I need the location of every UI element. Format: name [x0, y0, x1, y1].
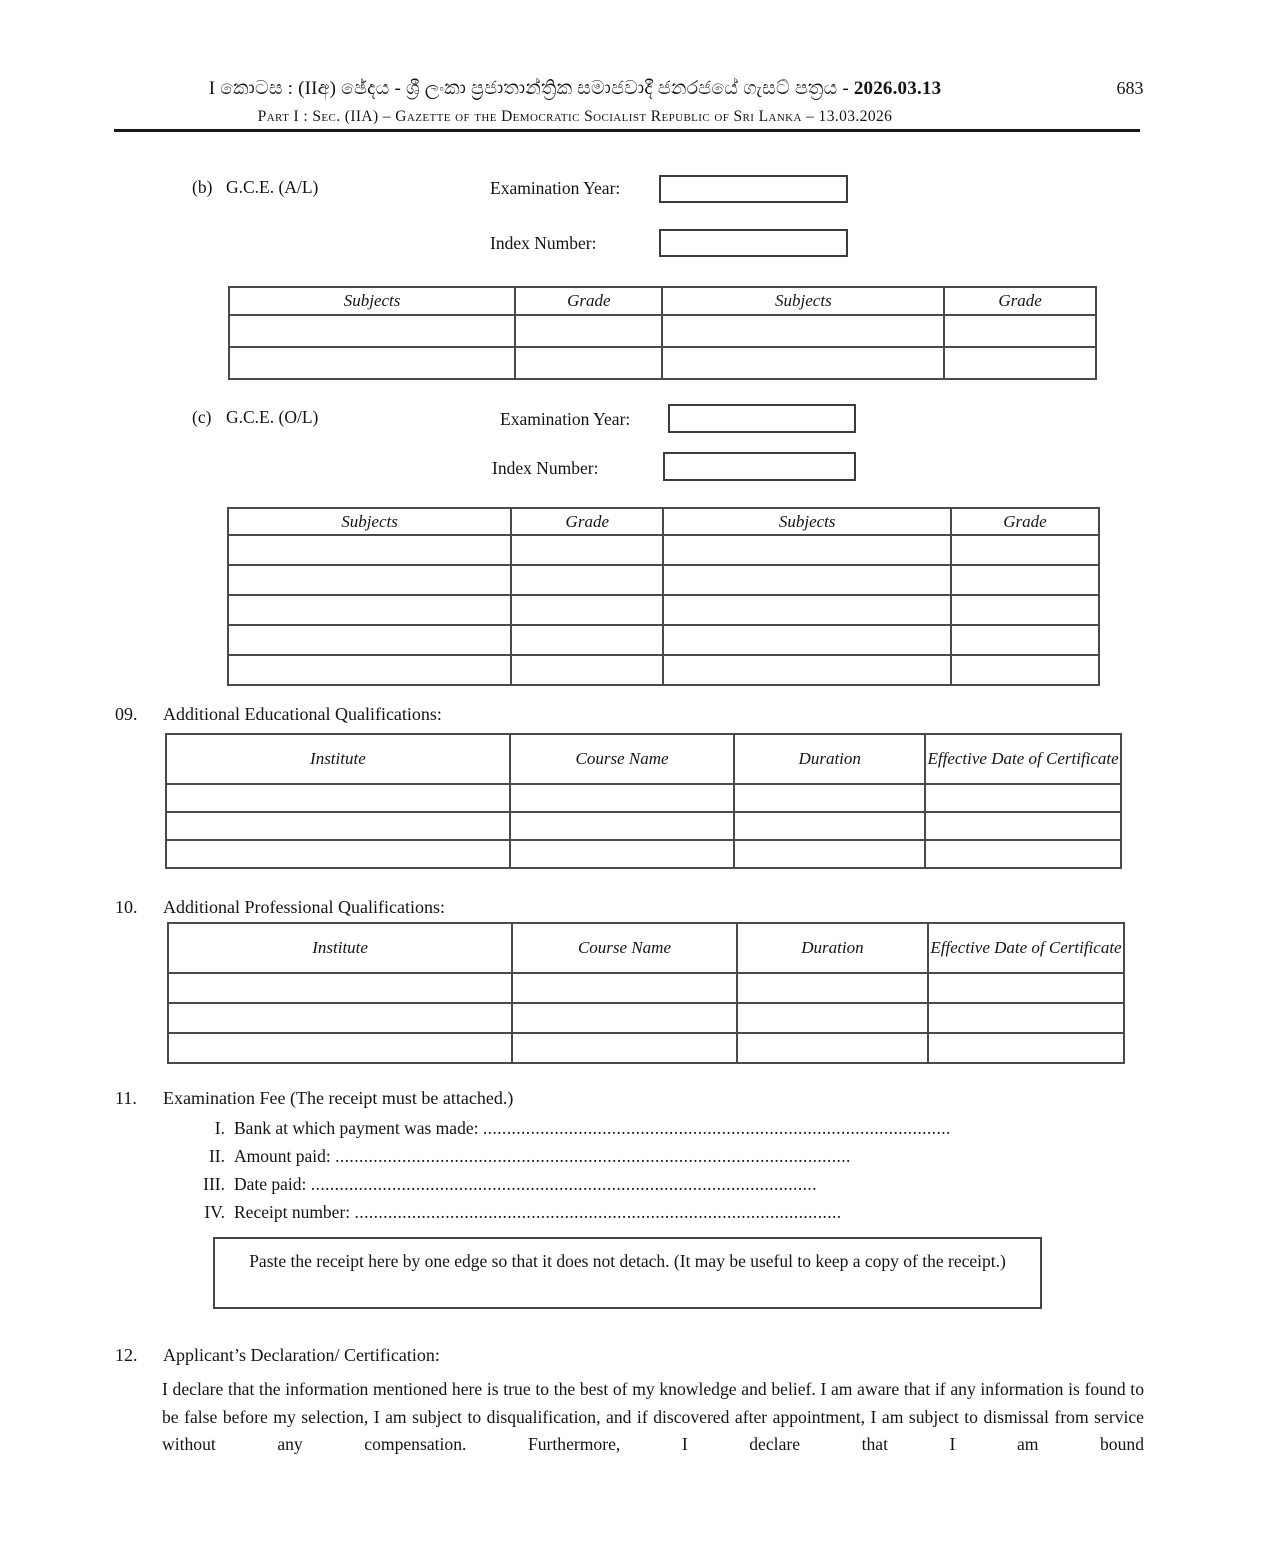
- al-exam-year-label: Examination Year:: [490, 178, 621, 198]
- ol-table-row: [228, 595, 1099, 625]
- al-col-header-subjects-1: Subjects: [229, 287, 515, 315]
- fee-item-date-dotted-line: ..........................................................................................................: [310, 1174, 817, 1194]
- section-10-title: Additional Professional Qualifications:: [163, 897, 445, 917]
- section-11-heading: [0, 1088, 1200, 1112]
- header-divider-rule: [114, 129, 1140, 132]
- fee-item-bank-label: Bank at which payment was made:: [234, 1118, 479, 1138]
- ol-table-row: [228, 535, 1099, 565]
- al-index-number-label: Index Number:: [490, 233, 597, 253]
- educational-qualifications-table: [165, 733, 1122, 869]
- fee-item-amount-label: Amount paid:: [234, 1146, 331, 1166]
- section-09-heading: [0, 704, 1200, 728]
- gazette-header-date-sinhala: 2026.03.13: [853, 78, 942, 99]
- prof-col-header-duration: Duration: [737, 923, 928, 973]
- section-b-item-label: (b): [192, 177, 213, 197]
- fee-item-amount-numeral: II.: [208, 1146, 225, 1166]
- section-09-number: 09.: [115, 704, 138, 724]
- declaration-paragraph: I declare that the information mentioned here is true to the best of my knowledge and belief. I am aware that if any information is found to be false before my selection, I am subject to disqualification, and if discovered after appointment, I am subject to dismissal from service without any compensation. Furthermore, I declare that I am bound: [162, 1379, 1144, 1455]
- ol-table-row: [228, 565, 1099, 595]
- edu-col-header-effective-date: Effective Date of Certificate: [925, 734, 1121, 784]
- al-col-header-grade-2: Grade: [944, 287, 1096, 315]
- edu-col-header-course-name: Course Name: [510, 734, 734, 784]
- fee-item-amount: [0, 1146, 1100, 1167]
- gazette-header-english: Part I : Sec. (IIA) – Gazette of the Democratic Socialist Republic of Sri Lanka – 13.03.2026: [257, 108, 893, 125]
- prof-table-row: [168, 1033, 1124, 1063]
- fee-item-date: [0, 1174, 1100, 1195]
- edu-table-row: [166, 840, 1121, 868]
- section-12-number: 12.: [115, 1345, 138, 1365]
- ol-exam-year-field: [668, 404, 856, 433]
- section-12-heading: [0, 1345, 1200, 1369]
- fee-item-bank: [0, 1118, 1100, 1139]
- ol-index-number-label: Index Number:: [492, 458, 599, 478]
- professional-qualifications-table: [167, 922, 1125, 1064]
- ol-table-row: [228, 655, 1099, 685]
- receipt-paste-instruction: Paste the receipt here by one edge so that it does not detach. (It may be useful to keep a copy of the receipt.): [249, 1251, 1006, 1271]
- prof-col-header-institute: Institute: [168, 923, 512, 973]
- section-12-title: Applicant’s Declaration/ Certification:: [163, 1345, 440, 1365]
- fee-item-bank-dotted-line: ..................................................................................................: [482, 1118, 951, 1138]
- al-table-row: [229, 347, 1096, 379]
- ol-exam-year-label: Examination Year:: [500, 409, 631, 429]
- fee-item-date-label: Date paid:: [234, 1174, 307, 1194]
- section-10-number: 10.: [115, 897, 138, 917]
- fee-item-date-numeral: III.: [203, 1174, 225, 1194]
- page-number: 683: [1116, 78, 1144, 98]
- gazette-header-sinhala-text: I කොටස : (IIඅ) ඡේදය - ශ්‍රී ලංකා ප්‍රජාතාන්ත්‍රික සමාජවාදී ජනරජයේ ගැසට් පත්‍රය -: [208, 78, 854, 99]
- ol-col-header-grade-2: Grade: [951, 508, 1099, 535]
- edu-table-row: [166, 784, 1121, 812]
- section-b-title: G.C.E. (A/L): [226, 177, 319, 197]
- edu-table-row: [166, 812, 1121, 840]
- section-11-number: 11.: [115, 1088, 137, 1108]
- prof-table-row: [168, 1003, 1124, 1033]
- ol-index-number-field: [663, 452, 856, 481]
- prof-col-header-effective-date: Effective Date of Certificate: [928, 923, 1124, 973]
- ol-col-header-grade-1: Grade: [511, 508, 663, 535]
- edu-col-header-duration: Duration: [734, 734, 925, 784]
- ol-table-row: [228, 625, 1099, 655]
- section-09-title: Additional Educational Qualifications:: [163, 704, 442, 724]
- section-10-heading: [0, 897, 1200, 921]
- section-c-title: G.C.E. (O/L): [226, 407, 319, 427]
- ol-col-header-subjects-1: Subjects: [228, 508, 511, 535]
- gazette-header-sinhala: [0, 78, 1150, 100]
- al-col-header-subjects-2: Subjects: [662, 287, 944, 315]
- fee-item-bank-numeral: I.: [214, 1118, 225, 1138]
- fee-item-receipt-number: [0, 1202, 1100, 1223]
- al-col-header-grade-1: Grade: [515, 287, 662, 315]
- fee-item-amount-dotted-line: ............................................................................................................: [335, 1146, 851, 1166]
- ol-subjects-table: [227, 507, 1100, 686]
- ol-col-header-subjects-2: Subjects: [663, 508, 950, 535]
- prof-col-header-course-name: Course Name: [512, 923, 737, 973]
- receipt-paste-box: [213, 1237, 1042, 1309]
- edu-col-header-institute: Institute: [166, 734, 510, 784]
- section-11-title: Examination Fee (The receipt must be attached.): [163, 1088, 514, 1108]
- al-index-number-field: [659, 229, 848, 257]
- al-table-row: [229, 315, 1096, 347]
- al-subjects-table: [228, 286, 1097, 380]
- fee-item-receipt-dotted-line: ......................................................................................................: [354, 1202, 842, 1222]
- fee-item-receipt-numeral: IV.: [204, 1202, 225, 1222]
- al-exam-year-field: [659, 175, 848, 203]
- fee-item-receipt-label: Receipt number:: [234, 1202, 351, 1222]
- prof-table-row: [168, 973, 1124, 1003]
- section-c-item-label: (c): [192, 407, 212, 427]
